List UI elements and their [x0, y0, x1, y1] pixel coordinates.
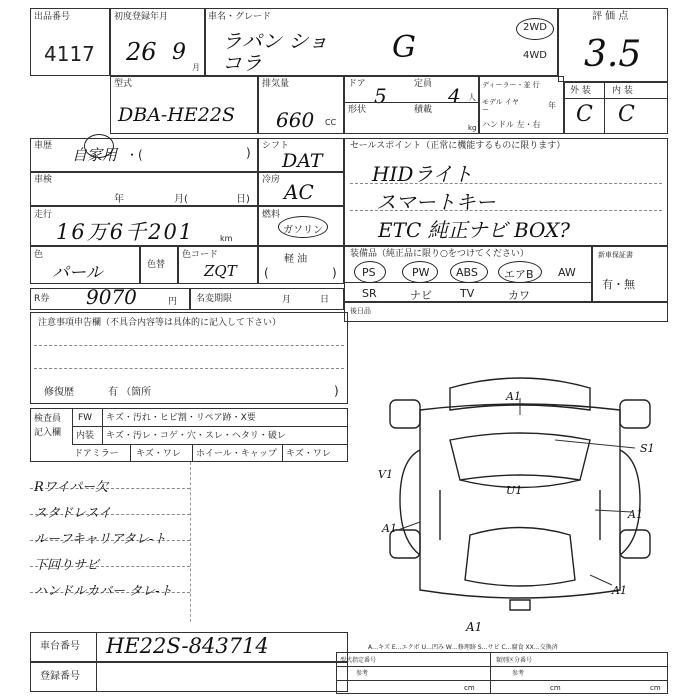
- handle-label: ハンドル 左・右: [482, 120, 541, 129]
- sales-label: セールスポイント（正常に機能するものに限ります）: [350, 141, 566, 151]
- load-label: 積載: [414, 105, 433, 115]
- shift-value: DAT: [282, 150, 323, 172]
- history-label: 車歴: [34, 141, 53, 151]
- chg-day: 日: [320, 295, 330, 305]
- score-label: 評 価 点: [592, 11, 629, 22]
- int-label: 内 装: [612, 86, 633, 96]
- mileage-label: 走行: [34, 210, 53, 220]
- name-label: 車名・グレード: [208, 12, 272, 22]
- modelyear-label: モデル イヤー: [482, 98, 519, 114]
- equip-ps-circle: [354, 261, 386, 283]
- color-label: 色: [34, 250, 44, 260]
- insp-day: 日): [236, 194, 250, 205]
- car-damage-diagram: [380, 370, 680, 620]
- year-unit: 年: [548, 101, 556, 110]
- equip-pw-circle: [402, 261, 438, 283]
- color-change-label: 色替: [147, 260, 166, 270]
- sales-point-1: HIDライト: [372, 162, 473, 186]
- chassis-label: 車台番号: [40, 641, 80, 652]
- recycle-label: R券: [34, 294, 50, 304]
- color-code-value: ZQT: [204, 262, 237, 280]
- class-no-label: 類別区分番号: [496, 657, 533, 664]
- disp-unit: CC: [325, 118, 337, 127]
- equip-abs: ABS: [456, 266, 478, 279]
- inspection-box: [30, 172, 258, 206]
- fw-label: FW: [78, 413, 93, 423]
- note-5: ハンドルカバー タレ-ト: [34, 584, 173, 599]
- inspector-label-1: 検査員: [34, 414, 62, 424]
- fw-text: キズ・汚れ・ヒビ割・リペア跡・X要: [106, 413, 256, 423]
- equip-navi: ナビ: [410, 289, 432, 302]
- mileage-unit: km: [220, 234, 233, 243]
- ext-label: 外 装: [570, 86, 591, 96]
- history-box: [30, 138, 258, 172]
- name-change-label: 名変期限: [196, 294, 233, 304]
- drive-2wd: 2WD: [523, 22, 547, 33]
- car-name: ラパン ショコラ: [222, 29, 328, 75]
- mileage-value: 16万6千201: [56, 220, 195, 244]
- reg-no-label: 登録番号: [40, 671, 80, 682]
- wheel-text: キズ・ワレ: [286, 449, 331, 459]
- damage-legend: A…キズ E…エクボ U…凹み W…修理跡 S…サビ C…腐食 XX…交換済: [368, 644, 558, 651]
- ac-label: 冷房: [262, 175, 281, 185]
- chassis-value: HE22S-843714: [106, 634, 269, 658]
- drive-4wd: 4WD: [523, 50, 547, 61]
- spec-no-label: 型式指定番号: [340, 657, 377, 664]
- equip-pw: PW: [412, 266, 430, 279]
- door-value: 5: [374, 84, 387, 108]
- model-value: DBA-HE22S: [118, 104, 235, 126]
- cap-unit: 人: [468, 93, 476, 102]
- model-label: 型式: [114, 79, 133, 89]
- cm-unit-2: cm: [550, 684, 561, 692]
- cm-unit-1: cm: [464, 684, 475, 692]
- disp-label: 排気量: [262, 79, 290, 89]
- ext-value: C: [576, 102, 593, 127]
- fuel-label: 燃料: [262, 210, 281, 220]
- diag-a1-front: A1: [506, 390, 521, 403]
- diag-v1: V1: [378, 468, 393, 481]
- history-paren: ・(: [126, 148, 143, 162]
- equip-ps: PS: [362, 266, 376, 279]
- diag-s1: S1: [640, 442, 655, 455]
- reg-year: 26: [126, 38, 157, 66]
- reg-date-label: 初度登録年月: [114, 12, 169, 22]
- in-text: キズ・汚レ・コゲ・穴・スレ・ヘタリ・破レ: [106, 431, 286, 441]
- diag-a1-rear: A1: [612, 584, 627, 597]
- in-label: 内装: [76, 431, 95, 441]
- shift-label: シフト: [262, 141, 290, 151]
- equip-sr: SR: [362, 287, 377, 300]
- equip-airbag-circle: [498, 261, 542, 283]
- spec-ref-label: 参考: [356, 670, 369, 677]
- recycle-value: 9070: [86, 285, 137, 309]
- cap-label: 定員: [414, 79, 433, 89]
- mirror-label: ドアミラー: [74, 449, 119, 459]
- listing-number: 4117: [44, 42, 95, 66]
- rear-items-label: 後日品: [350, 307, 371, 315]
- door-label: ドア: [348, 79, 366, 89]
- ac-value: AC: [284, 180, 314, 204]
- repair-label: 修復歴: [44, 387, 74, 398]
- month-unit: 月: [192, 63, 200, 72]
- class-ref-label: 参考: [512, 670, 525, 677]
- dealer-label: ディーラー・並 行: [482, 81, 540, 89]
- equip-airbag: エアB: [504, 268, 534, 281]
- inspection-label: 車検: [34, 175, 53, 185]
- listing-label: 出品番号: [34, 12, 71, 22]
- equip-aw: AW: [558, 266, 576, 279]
- color-code-label: 色コード: [182, 250, 219, 260]
- cap-value: 4: [448, 84, 461, 108]
- equip-tv: TV: [460, 287, 475, 300]
- rear-items-box: [344, 302, 668, 322]
- history-value: 自家用: [72, 146, 118, 164]
- note-1: Rワイパー欠: [34, 480, 109, 495]
- insp-year: 年: [114, 194, 124, 205]
- equip-leather: カワ: [508, 289, 530, 302]
- fuel-value: ガソリン: [283, 225, 323, 236]
- insp-month: 月(: [174, 194, 188, 205]
- sales-point-2: スマートキー: [376, 190, 496, 214]
- car-grade: G: [392, 30, 416, 65]
- diag-a1-right: A1: [628, 508, 643, 521]
- int-value: C: [618, 102, 635, 127]
- disp-value: 660: [276, 108, 315, 132]
- mirror-text: キズ・ワレ: [136, 449, 181, 459]
- score-value: 3.5: [584, 34, 642, 75]
- load-unit: kg: [468, 124, 477, 132]
- diag-a1-left: A1: [382, 522, 397, 535]
- equip-abs-circle: [450, 261, 488, 283]
- wheel-label: ホイール・キャップ: [196, 449, 277, 459]
- warranty-label: 新車保証書: [598, 251, 633, 259]
- diag-a1-bottom: A1: [466, 620, 483, 634]
- repair-value: 有 （箇所: [108, 387, 152, 398]
- diag-u1: U1: [506, 484, 523, 497]
- chg-month: 月: [282, 295, 292, 305]
- notes-label: 注意事項申告欄（不具合内容等は具体的に記入して下さい）: [38, 318, 282, 328]
- recycle-unit: 円: [168, 297, 178, 307]
- warranty-value: 有・無: [602, 278, 635, 291]
- note-4: 下回りサビ: [34, 558, 100, 573]
- sales-point-3: ETC 純正ナビ BOX?: [378, 218, 571, 242]
- cm-unit-3: cm: [650, 684, 661, 692]
- shape-label: 形状: [348, 105, 367, 115]
- inspector-label-2: 記入欄: [34, 428, 62, 438]
- note-3: ルーフキャリアタレ-ト: [34, 532, 167, 547]
- note-2: スタドレスイ: [34, 506, 112, 521]
- equip-label: 装備品（純正品に限り○をつけてください）: [350, 249, 529, 259]
- color-value: パール: [52, 263, 103, 283]
- reg-month: 9: [172, 40, 186, 65]
- fuel-diesel: 軽 油: [284, 254, 308, 265]
